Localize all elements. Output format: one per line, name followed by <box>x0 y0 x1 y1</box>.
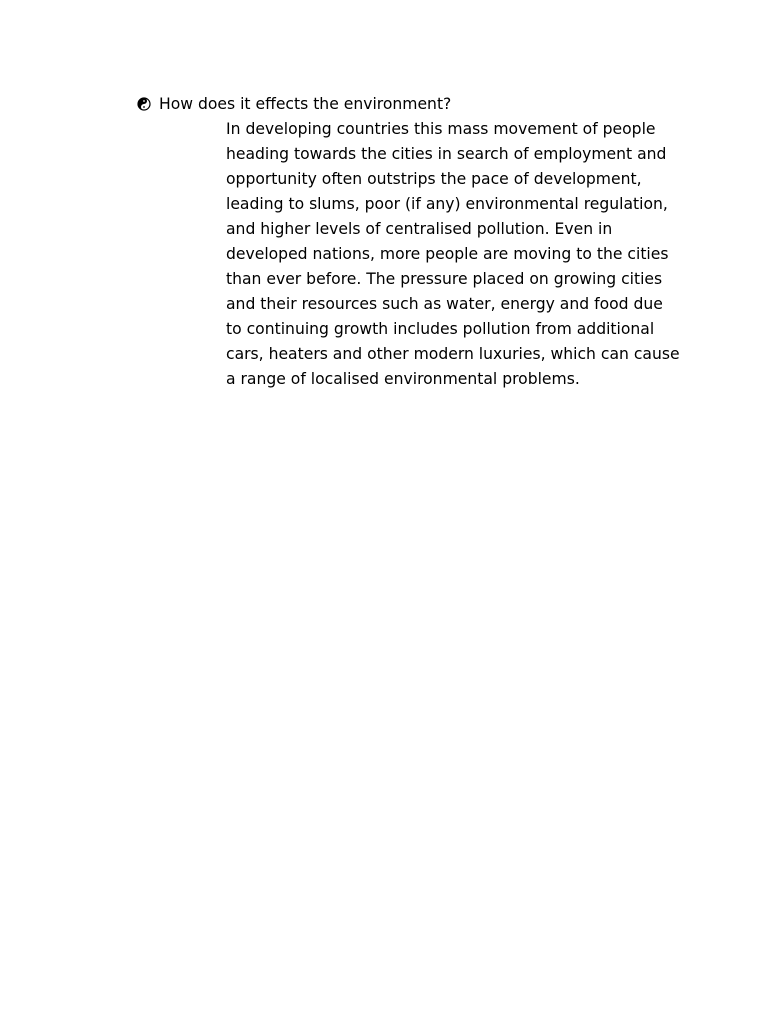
paragraph-line: than ever before. The pressure placed on growing cities <box>226 270 663 288</box>
paragraph-line: a range of localised environmental problems. <box>226 370 580 388</box>
paragraph-line: and their resources such as water, energy and food due <box>226 295 663 313</box>
paragraph-line: cars, heaters and other modern luxuries, which can cause <box>226 345 680 363</box>
bullet-heading: How does it effects the environment? <box>159 95 452 113</box>
paragraph-line: developed nations, more people are moving to the cities <box>226 245 669 263</box>
bullet-item <box>137 94 451 114</box>
paragraph-line: to continuing growth includes pollution from additional <box>226 320 655 338</box>
paragraph-line: heading towards the cities in search of employment and <box>226 145 667 163</box>
paragraph-line: and higher levels of centralised pollution. Even in <box>226 220 613 238</box>
yin-yang-icon <box>137 97 151 111</box>
body-paragraph <box>226 117 696 392</box>
paragraph-line: leading to slums, poor (if any) environmental regulation, <box>226 195 668 213</box>
paragraph-line: In developing countries this mass movement of people <box>226 120 656 138</box>
paragraph-line: opportunity often outstrips the pace of development, <box>226 170 642 188</box>
